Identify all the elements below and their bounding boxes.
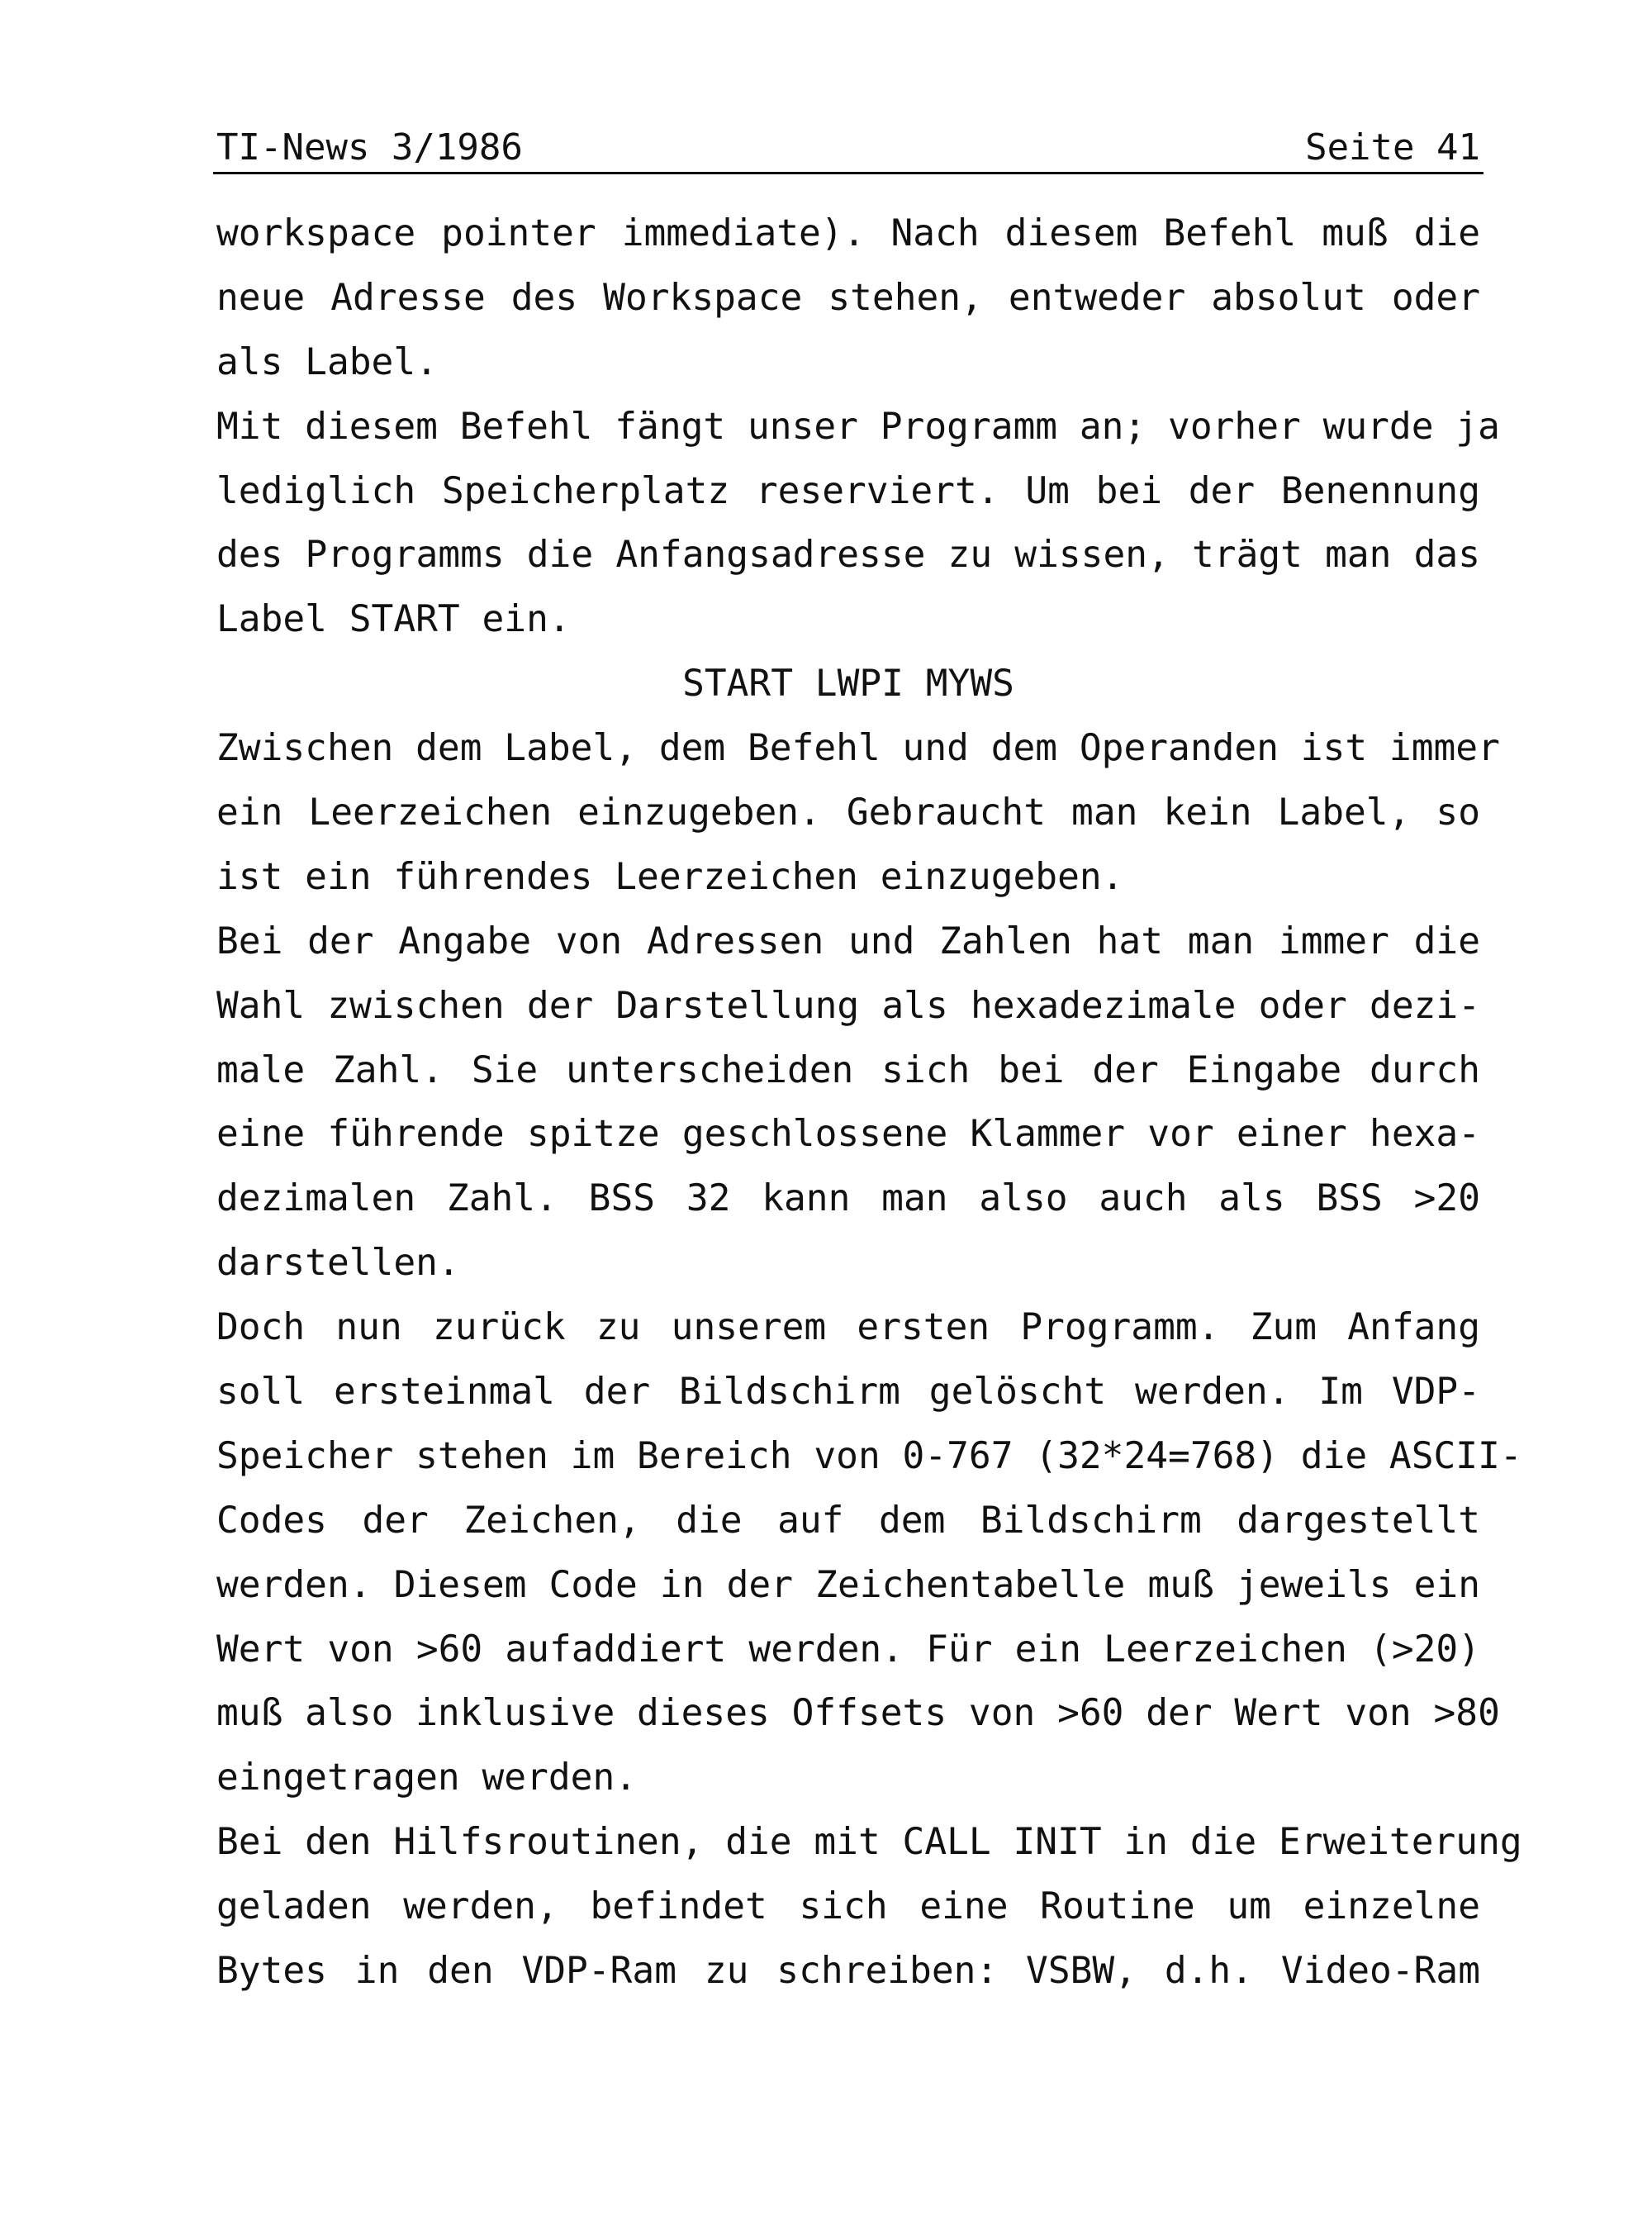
text-line: Mit diesem Befehl fängt unser Programm an; vorher wurde ja xyxy=(216,405,1500,448)
text-line: lediglich Speicherplatz reserviert. Um bei der Benennung xyxy=(216,469,1480,512)
page-number: Seite 41 xyxy=(1305,126,1480,169)
text-line: eingetragen werden. xyxy=(216,1756,638,1799)
text-line: dezimalen Zahl. BSS 32 kann man also auch als BSS >20 xyxy=(216,1177,1480,1220)
header-rule xyxy=(213,172,1483,174)
publication-title: TI-News 3/1986 xyxy=(216,126,523,169)
text-line: muß also inklusive dieses Offsets von >60 der Wert von >80 xyxy=(216,1692,1500,1735)
text-line: eine führende spitze geschlossene Klammer vor einer hexa- xyxy=(216,1113,1480,1156)
text-line: ein Leerzeichen einzugeben. Gebraucht man kein Label, so xyxy=(216,791,1480,834)
text-line: des Programms die Anfangsadresse zu wissen, trägt man das xyxy=(216,534,1480,577)
text-line: soll ersteinmal der Bildschirm gelöscht werden. Im VDP- xyxy=(216,1371,1480,1414)
text-line: darstellen. xyxy=(216,1242,460,1285)
text-line: male Zahl. Sie unterscheiden sich bei der Eingabe durch xyxy=(216,1048,1480,1091)
text-line: Label START ein. xyxy=(216,598,571,641)
text-line: Zwischen dem Label, dem Befehl und dem Operanden ist immer xyxy=(216,727,1500,770)
text-line: geladen werden, befindet sich eine Routine um einzelne xyxy=(216,1885,1480,1928)
text-line: Bei der Angabe von Adressen und Zahlen hat man immer die xyxy=(216,920,1480,963)
text-line: Wahl zwischen der Darstellung als hexadezimale oder dezi- xyxy=(216,984,1480,1027)
text-line: Codes der Zeichen, die auf dem Bildschirm dargestellt xyxy=(216,1499,1480,1542)
text-line: Bytes in den VDP-Ram zu schreiben: VSBW, d.h. Video-Ram xyxy=(216,1950,1480,1993)
text-line: Wert von >60 aufaddiert werden. Für ein Leerzeichen (>20) xyxy=(216,1628,1480,1671)
text-line: werden. Diesem Code in der Zeichentabelle muß jeweils ein xyxy=(216,1563,1480,1606)
text-line: ist ein führendes Leerzeichen einzugeben. xyxy=(216,855,1124,898)
body-text xyxy=(216,202,1522,2003)
text-line: Speicher stehen im Bereich von 0-767 (32*24=768) die ASCII- xyxy=(216,1434,1522,1477)
text-line: workspace pointer immediate). Nach diesem Befehl muß die xyxy=(216,212,1480,254)
page-header xyxy=(216,122,1480,173)
text-line: als Label. xyxy=(216,340,438,383)
text-line: Doch nun zurück zu unserem ersten Programm. Zum Anfang xyxy=(216,1306,1480,1349)
text-line: Bei den Hilfsroutinen, die mit CALL INIT in die Erweiterung xyxy=(216,1821,1522,1864)
text-line: START LWPI MYWS xyxy=(682,663,1014,706)
text-line: neue Adresse des Workspace stehen, entweder absolut oder xyxy=(216,276,1480,319)
